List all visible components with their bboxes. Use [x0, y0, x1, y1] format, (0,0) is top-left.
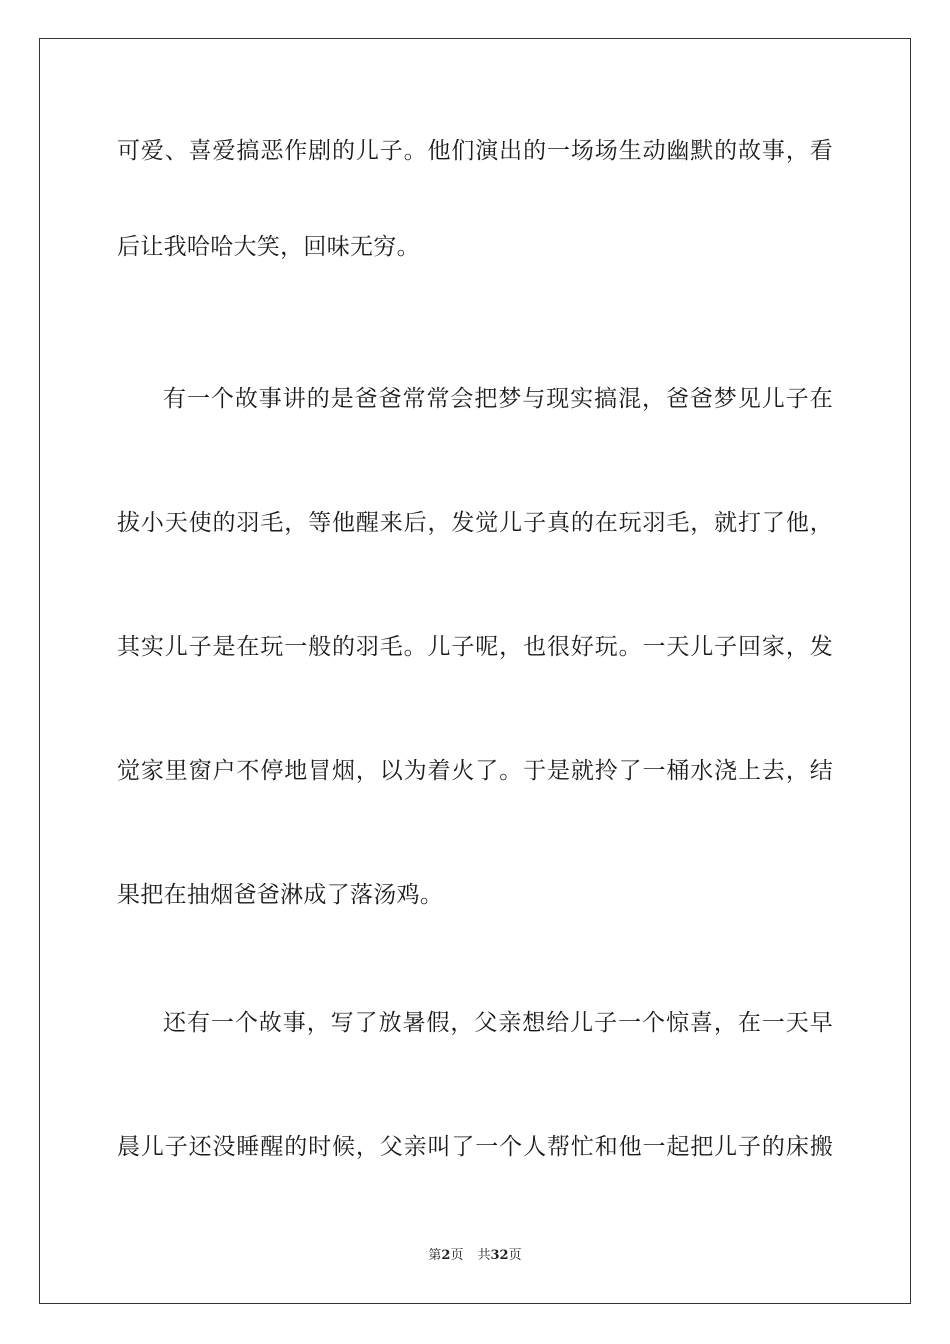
total-prefix: 共 — [477, 1248, 491, 1263]
text-line-5: 其实儿子是在玩一般的羽毛。儿子呢，也很好玩。一天儿子回家，发 — [117, 634, 833, 660]
page-footer — [0, 1247, 950, 1265]
text-line-7: 果把在抽烟爸爸淋成了落汤鸡。 — [117, 882, 444, 908]
total-unit: 页 — [508, 1248, 522, 1263]
page-unit: 页 — [450, 1248, 464, 1263]
text-line-3: 有一个故事讲的是爸爸常常会把梦与现实搞混，爸爸梦见儿子在 — [163, 386, 833, 412]
text-line-6: 觉家里窗户不停地冒烟，以为着火了。于是就拎了一桶水浇上去，结 — [117, 758, 833, 784]
text-line-9: 晨儿子还没睡醒的时候，父亲叫了一个人帮忙和他一起把儿子的床搬 — [117, 1134, 833, 1160]
text-line-8: 还有一个故事，写了放暑假，父亲想给儿子一个惊喜，在一天早 — [163, 1010, 833, 1036]
text-line-1: 可爱、喜爱搞恶作剧的儿子。他们演出的一场场生动幽默的故事，看 — [117, 138, 833, 164]
total-page-count: 32 — [490, 1248, 509, 1263]
text-line-4: 拔小天使的羽毛，等他醒来后，发觉儿子真的在玩羽毛，就打了他， — [117, 510, 833, 536]
page-prefix: 第 — [428, 1248, 442, 1263]
text-line-2: 后让我哈哈大笑，回味无穷。 — [117, 234, 420, 260]
current-page-number: 2 — [441, 1248, 451, 1263]
